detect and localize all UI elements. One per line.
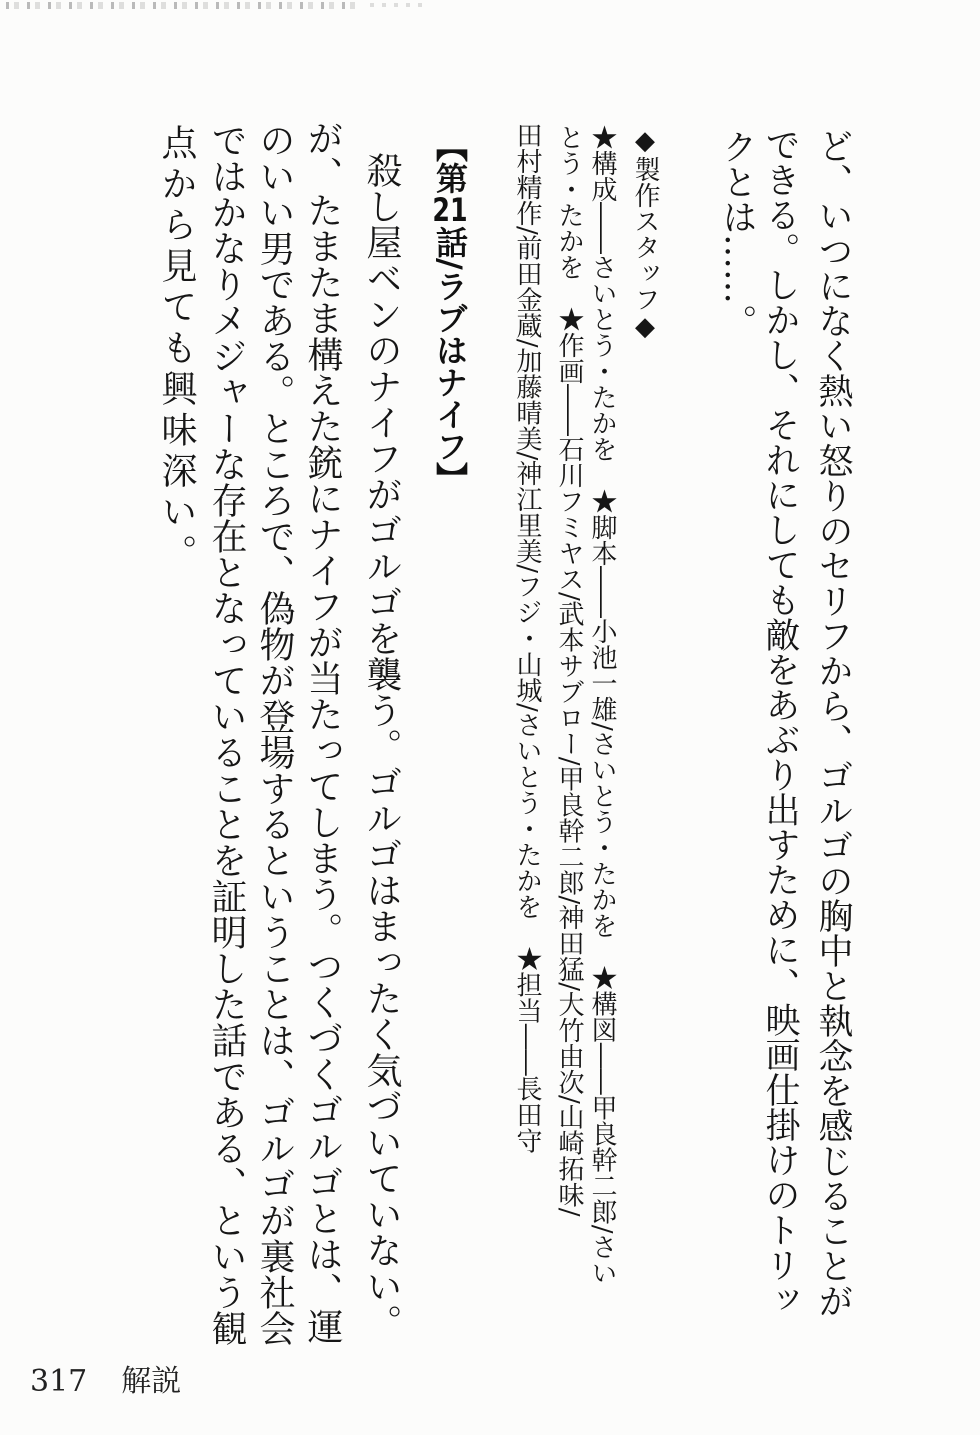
episode-heading-post: 話/ラブはナイフ】: [431, 226, 469, 494]
commentary-column-1: ど、いつになく熱い怒りのセリフから、ゴルゴの胸中と執念を感じることが: [813, 128, 853, 1318]
episode-heading-pre: 【第: [431, 130, 469, 194]
scan-artifact-small: [370, 3, 430, 7]
staff-credits-column-3: 田村精作/前田金蔵/加藤晴美/神江里美/フジ・山城/さいとう・たかを ★担当――長田守: [512, 122, 542, 1154]
episode-body-column-3: のいい男である。ところで、偽物が登場するということは、ゴルゴが裏社会: [254, 122, 295, 1346]
episode-body-column-5: 点から見ても興味深い。: [156, 124, 197, 575]
episode-heading: [431, 130, 469, 494]
page-footer: [30, 1356, 181, 1400]
page-number: 317: [30, 1364, 88, 1399]
scan-artifact: [6, 2, 362, 9]
staff-credits-column-2: とう・たかを ★作画――石川フミヤス/武本サブロー/甲良幹二郎/神田猛/大竹由次/山崎拓味/: [554, 124, 584, 1217]
section-label: 解説: [121, 1364, 182, 1399]
episode-body-column-2: が、たまたま構えた銃にナイフが当たってしまう。つくづくゴルゴとは、運: [302, 120, 343, 1344]
staff-section-header: ◆製作スタッフ◆: [630, 126, 660, 342]
episode-number: 21: [432, 194, 468, 226]
staff-credits-column-1: ★構成――さいとう・たかを ★脚本――小池一雄/さいとう・たかを ★構図――甲良幹二郎/さい: [587, 124, 617, 1286]
episode-body-column-1: 殺し屋ベンのナイフがゴルゴを襲う。ゴルゴはまったく気づいていない。: [361, 152, 402, 1340]
episode-body-column-4: ではかなりメジャーな存在となっていることを証明した話である、という観: [206, 122, 247, 1346]
commentary-column-3: クとは……。: [717, 129, 757, 339]
commentary-column-2: できる。しかし、それにしても敵をあぶり出すために、映画仕掛けのトリッ: [760, 127, 800, 1317]
